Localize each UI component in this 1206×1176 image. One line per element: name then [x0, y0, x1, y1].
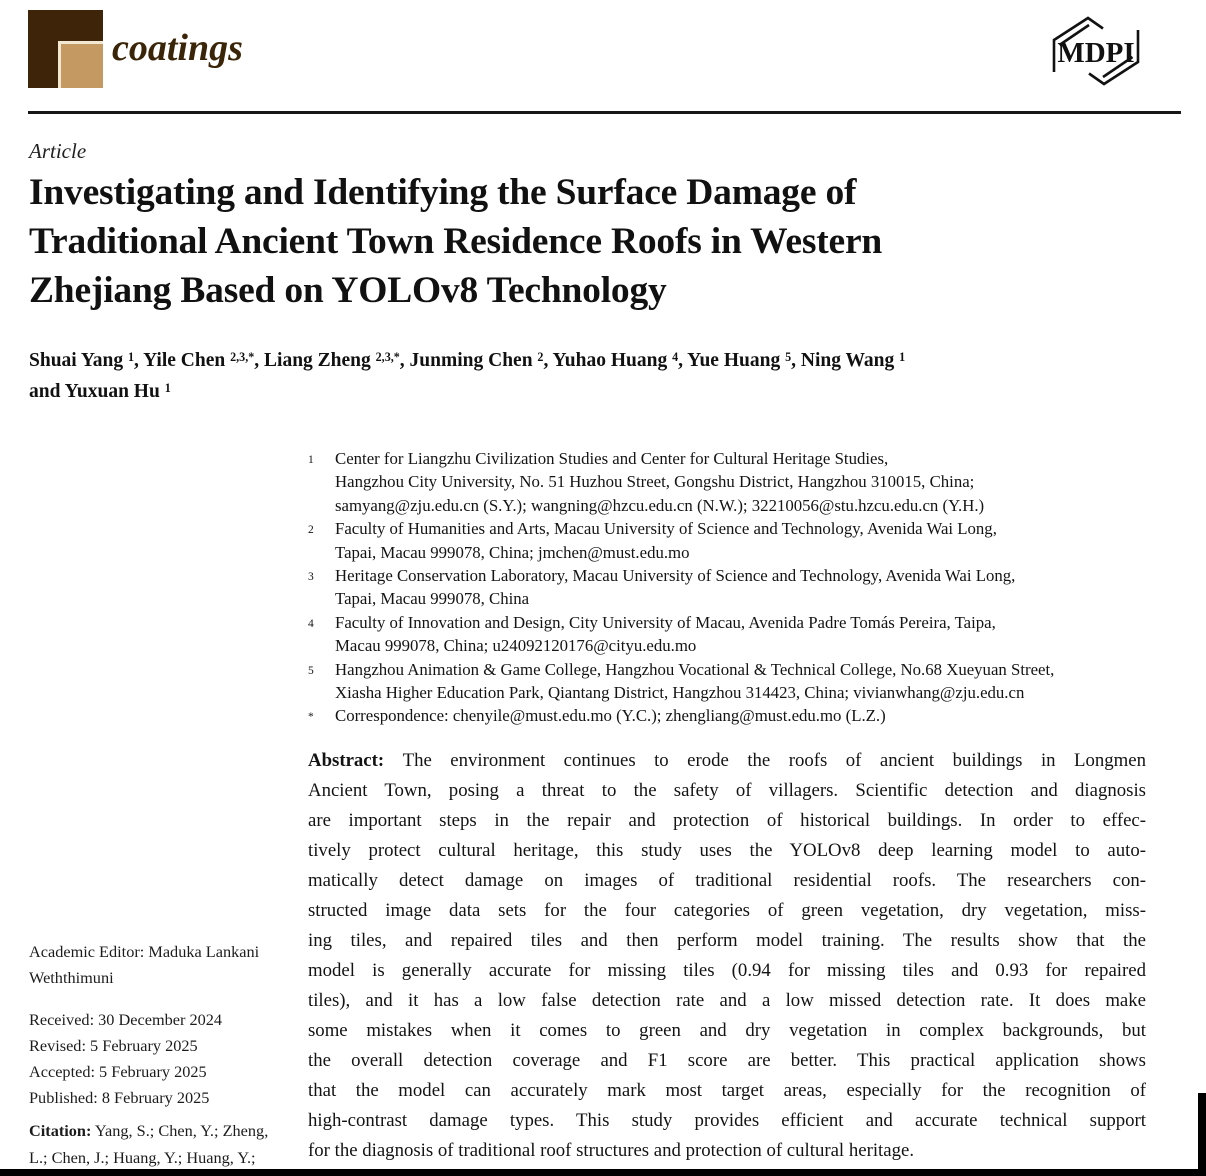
article-title [29, 168, 1159, 315]
abstract-line: high-contrast damage types. This study provides efficient and accurate technical support [308, 1110, 1146, 1131]
affiliation-marker: 3 [308, 571, 314, 584]
mdpi-wordmark: MDPI [1057, 37, 1135, 69]
affiliation-marker: * [308, 711, 314, 724]
abstract-line: for the diagnosis of traditional roof structures and protection of cultural heritage. [308, 1140, 915, 1161]
affiliation-marker: 5 [308, 664, 314, 677]
affiliation-marker: 2 [308, 524, 314, 537]
abstract-line: Abstract: The environment continues to erode the roofs of ancient buildings in Longmen [308, 750, 1146, 771]
academic-editor-line: Academic Editor: Maduka Lankani [29, 942, 260, 961]
abstract [308, 746, 1146, 1166]
affiliation-item [308, 611, 1153, 658]
history-date-line: Revised: 5 February 2025 [29, 1036, 198, 1055]
affiliation-text: Heritage Conservation Laboratory, Macau University of Science and Technology, Avenida Wai Long, Tapai, Macau 999078, China [335, 566, 1016, 609]
history-date-line: Published: 8 February 2025 [29, 1088, 210, 1107]
author-list [29, 345, 1169, 407]
affiliation-marker: 4 [308, 617, 314, 630]
abstract-line: tively protect cultural heritage, this study uses the YOLOv8 deep learning model to auto- [308, 840, 1146, 861]
affiliation-item [308, 704, 1153, 727]
affiliation-item [308, 447, 1153, 517]
affiliation-text: Faculty of Innovation and Design, City University of Macau, Avenida Padre Tomás Pereira, Taipa, Macau 999078, China; u24092120176@cityu.edu.mo [335, 612, 996, 656]
header-divider [28, 111, 1181, 114]
abstract-line: tiles), and it has a low false detection rate and a low missed detection rate. It does make [308, 990, 1146, 1011]
journal-name: coatings [112, 27, 243, 69]
abstract-line: some mistakes when it comes to green and dry vegetation in complex backgrounds, but [308, 1020, 1146, 1041]
title-line-2: Traditional Ancient Town Residence Roofs in Western [29, 221, 883, 262]
academic-editor-line: Weththimuni [29, 967, 114, 987]
citation-label: Citation: [29, 1121, 92, 1140]
affiliation-item [308, 564, 1153, 611]
affiliation-item [308, 517, 1153, 564]
page-edge-right [1198, 1093, 1206, 1176]
authors-line-2: and Yuxuan Hu $^1$ [29, 380, 171, 402]
citation-line-2: L.; Chen, J.; Huang, Y.; Huang, Y.; [29, 1148, 256, 1167]
citation-block [29, 1117, 281, 1171]
title-line-3: Zhejiang Based on YOLOv8 Technology [29, 270, 667, 311]
abstract-line: are important steps in the repair and protection of historical buildings. In order to effec- [308, 810, 1146, 831]
article-type-label: Article [29, 139, 87, 163]
coatings-logo-tan-square [58, 41, 103, 88]
citation-line-1: Citation: Yang, S.; Chen, Y.; Zheng, [29, 1121, 269, 1140]
abstract-line: Ancient Town, posing a threat to the safety of villagers. Scientific detection and diagnosis [308, 780, 1146, 801]
affiliation-text: Correspondence: chenyile@must.edu.mo (Y.C.); zhengliang@must.edu.mo (L.Z.) [335, 706, 886, 726]
page-edge-bottom [0, 1169, 1206, 1176]
affiliation-text: Faculty of Humanities and Arts, Macau University of Science and Technology, Avenida Wai Long, Tapai, Macau 999078, China; jmchen@must.edu.mo [335, 519, 997, 562]
abstract-line: matically detect damage on images of traditional residential roofs. The researchers con- [308, 870, 1146, 891]
affiliation-text: Hangzhou Animation & Game College, Hangzhou Vocational & Technical College, No.68 Xueyuan Street, Xiasha Higher Education Park, Qiantang District, Hangzhou 314423, China; vivianwhang@zju.edu.cn [335, 659, 1055, 703]
history-date-line: Accepted: 5 February 2025 [29, 1062, 207, 1081]
abstract-line: structed image data sets for the four categories of green vegetation, dry vegetation, miss- [308, 900, 1146, 921]
abstract-line: ing tiles, and repaired tiles and then perform model training. The results show that the [308, 930, 1146, 951]
history-date-line: Received: 30 December 2024 [29, 1010, 223, 1029]
affiliation-item [308, 658, 1153, 705]
affiliation-marker: 1 [308, 454, 314, 466]
affiliation-text: Center for Liangzhu Civilization Studies and Center for Cultural Heritage Studies, Hangzhou City University, No. 51 Huzhou Street, Gongshu District, Hangzhou 310015, China; samyang@zju.edu.cn (S.Y.); wangning@hzcu.edu.cn (N.W.); 32210056@stu.hzcu.edu.cn (Y.H.) [335, 449, 985, 515]
abstract-line: that the model can accurately mark most target areas, especially for the recognition of [308, 1080, 1146, 1101]
dates-block [29, 1007, 281, 1111]
authors-line-1: Shuai Yang $^1$, Yile Chen $^{2,3,*}$, Liang Zheng $^{2,3,*}$, Junming Chen $^2$, Yuhao Huang $^4$, Yue Huang $^5$, Ning Wang $^1$ [29, 349, 906, 371]
title-line-1: Investigating and Identifying the Surface Damage of [29, 172, 857, 213]
academic-editor [29, 939, 281, 990]
abstract-line: model is generally accurate for missing tiles (0.94 for missing tiles and 0.93 for repaired [308, 960, 1146, 981]
affiliations-list [308, 447, 1153, 728]
mdpi-hexagon-icon [1040, 12, 1152, 90]
abstract-label: Abstract: [308, 750, 403, 771]
abstract-line: the overall detection coverage and F1 score are better. This practical application shows [308, 1050, 1146, 1071]
mdpi-logo-icon [1040, 12, 1152, 90]
